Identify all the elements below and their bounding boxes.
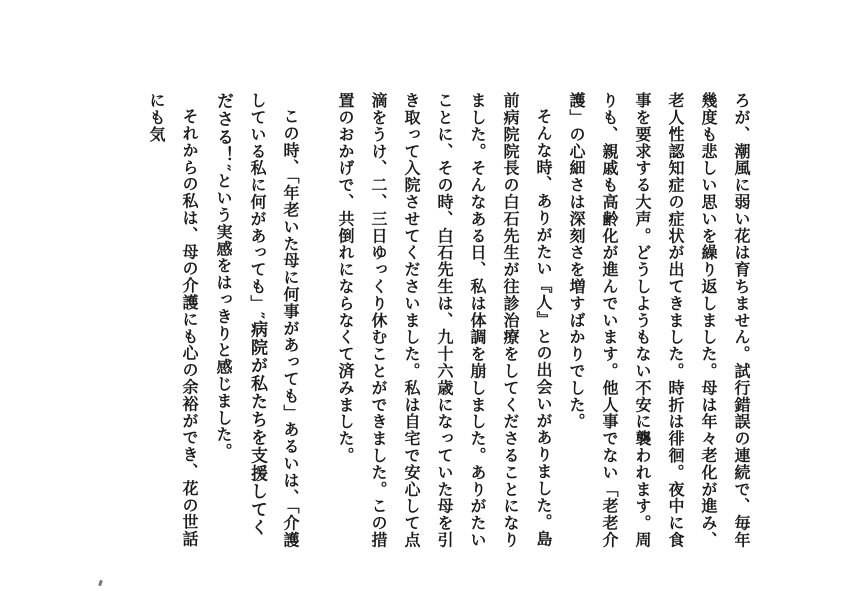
realization-tail-text: という実感をはっきりと感じました。 <box>214 172 233 460</box>
scan-speck <box>98 580 103 587</box>
emphasis-text: ″病院が私たちを支援してくださる！″ <box>213 92 267 537</box>
vertical-text-body <box>68 92 758 552</box>
paragraph-encounter: そんな時、ありがたい『人』との出会いがありました。島前病院院長の白石先生が往診治療をしてくださることになりました。そんなある日、私は体調を崩しました。ありがたいことに、その時、白石先生は、九十六歳になっていた母を引き取って入院させてくださいました。私は自宅で安心して点滴をうけ、二、三日ゆっくり休むことができました。この措置のおかげで、共倒れにならなくて済みました。 <box>336 92 553 549</box>
paragraph-afterwards: それからの私は、母の介護にも心の余裕ができ、花の世話にも気 <box>147 92 199 548</box>
paragraph-continuation: ろが、潮風に弱い花は育ちません。試行錯誤の連続で、毎年幾度も悲しい思いを繰り返しました。母は年々老化が進み、老人性認知症の症状が出てきました。時折は徘徊。夜中に食事を要求する大声。どうしようもない不安に襲われます。周りも、親戚も高齢化が進んでいます。他人事でない「老老介護」の心細さは深刻さを増すばかりでした。 <box>567 92 751 549</box>
paragraph-realization <box>206 92 307 552</box>
realization-lead-text: この時、「年老いた母に何事があっても」あるいは、「介護している私に何があっても」 <box>248 92 300 549</box>
